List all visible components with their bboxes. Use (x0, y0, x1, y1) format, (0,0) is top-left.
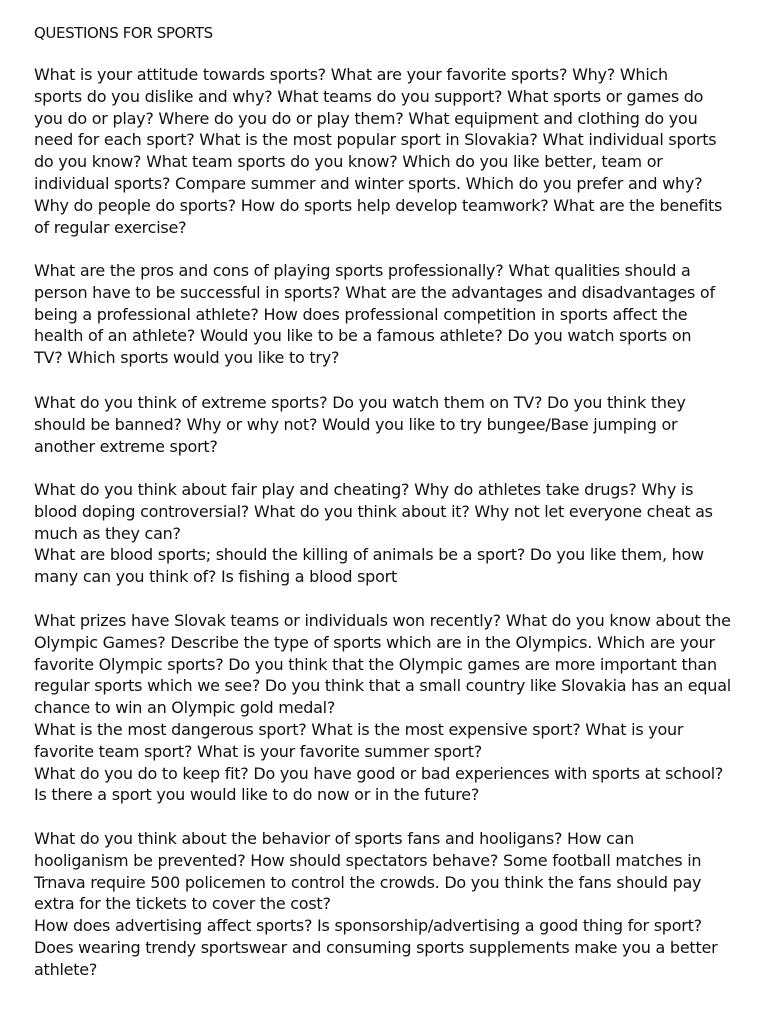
paragraph-attitudes: What is your attitude towards sports? What are your favorite sports? Why? Which sports do you dislike and why? What teams do you support? What sports or games do you do or play? Where do you do or play them? What equipment and clothing do you need for each sport? What is the most popular sport in Slovakia? What individual sports do you know? What team sports do you know? Which do you like better, team or individual sports? Compare summer and winter sports. Which do you prefer and why? Why do people do sports? How do sports help develop teamwork? What are the benefits of regular exercise? (34, 65, 723, 237)
paragraph-fair-play: What do you think about fair play and cheating? Why do athletes take drugs? Why is blood doping controversial? What do you think about it? Why not let everyone cheat as much as they can? What are blood sports; should the killing of animals be a sport? Do you like them, how many can you think of? Is fishing a blood sport (34, 480, 713, 587)
paragraph-professional-sports: What are the pros and cons of playing sports professionally? What qualities should a person have to be successful in sports? What are the advantages and disadvantages of being a professional athlete? How does professional competition in sports affect the health of an athlete? Would you like to be a famous athlete? Do you watch sports on TV? Which sports would you like to try? (34, 261, 715, 368)
paragraph-olympics: What prizes have Slovak teams or individuals won recently? What do you know about the Olympic Games? Describe the type of sports which are in the Olympics. Which are your favorite Olympic sports? Do you think that the Olympic games are more important than regular sports which we see? Do you think that a small country like Slovakia has an equal chance to win an Olympic gold medal? What is the most dangerous sport? What is the most expensive sport? What is your favorite team sport? What is your favorite summer sport? What do you do to keep fit? Do you have good or bad experiences with sports at school? Is there a sport you would like to do now or in the future? (34, 611, 731, 805)
document-title: QUESTIONS FOR SPORTS (34, 24, 213, 42)
paragraph-extreme-sports: What do you think of extreme sports? Do you watch them on TV? Do you think they should be banned? Why or why not? Would you like to try bungee/Base jumping or another extreme sport? (34, 393, 686, 456)
paragraph-fans-advertising: What do you think about the behavior of sports fans and hooligans? How can hooliganism be prevented? How should spectators behave? Some football matches in Trnava require 500 policemen to control the crowds. Do you think the fans should pay extra for the tickets to cover the cost? How does advertising affect sports? Is sponsorship/advertising a good thing for sport? Does wearing trendy sportswear and consuming sports supplements make you a better athlete? (34, 829, 718, 979)
